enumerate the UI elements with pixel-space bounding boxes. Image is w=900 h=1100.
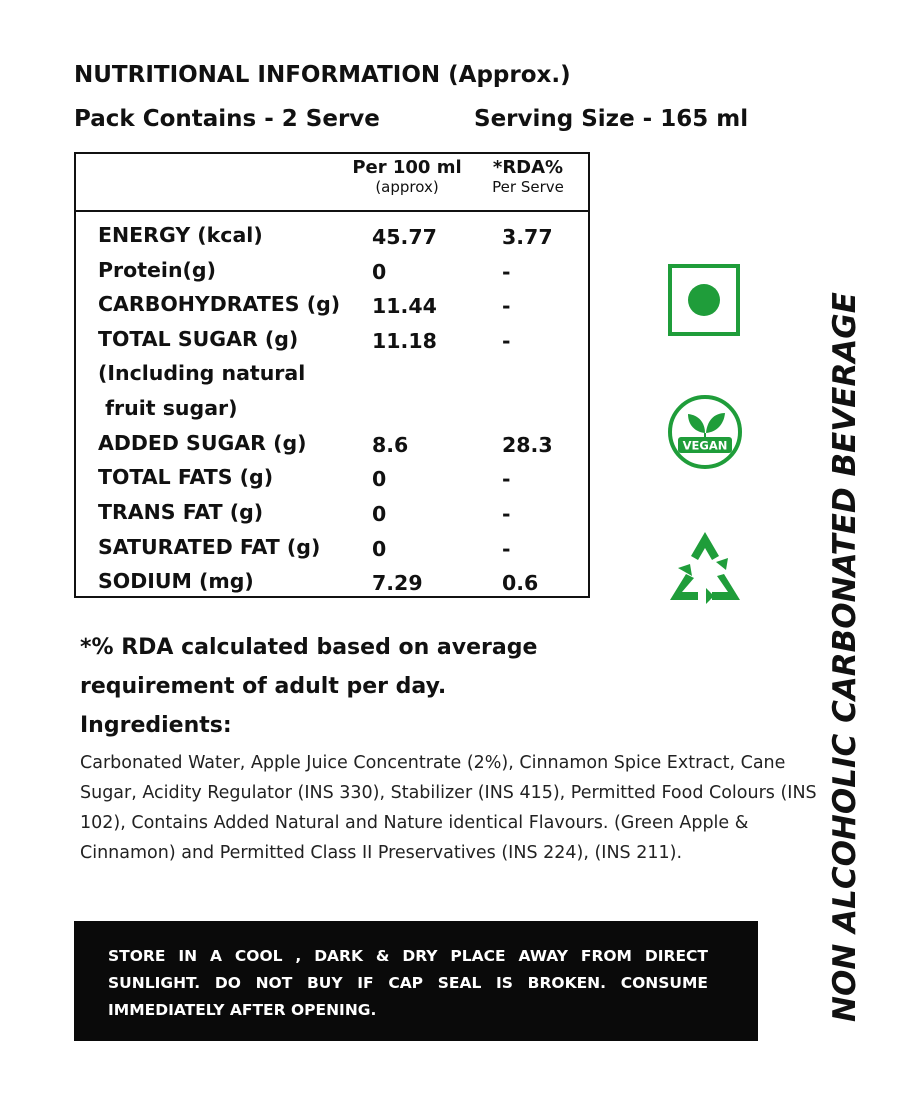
veg-mark-icon <box>668 264 740 336</box>
storage-instructions-box <box>74 921 758 1041</box>
nutrient-name: SATURATED FAT (g) <box>98 534 321 559</box>
nutrient-rda: 28.3 <box>502 432 553 457</box>
nutrient-name: TOTAL SUGAR (g) (Including natural fruit sugar) <box>98 326 306 420</box>
nutrient-rda: - <box>502 328 511 353</box>
vegan-icon <box>666 393 744 471</box>
nutrient-name: SODIUM (mg) <box>98 569 254 594</box>
nutrient-name: CARBOHYDRATES (g) <box>98 292 341 317</box>
table-row <box>76 495 588 530</box>
nutrient-name: TRANS FAT (g) <box>98 499 264 524</box>
recycle-icon <box>664 528 746 604</box>
table-row <box>76 218 588 253</box>
table-row <box>76 426 588 461</box>
veg-mark-dot <box>688 284 720 316</box>
column-per-100ml-sub: (approx) <box>375 178 439 196</box>
table-row <box>76 564 588 599</box>
nutrient-name: Protein(g) <box>98 257 216 282</box>
nutrient-name: ENERGY (kcal) <box>98 223 263 247</box>
side-label-wrap <box>821 280 869 1034</box>
nutrient-value: 7.29 <box>372 571 423 596</box>
nutrition-table <box>74 152 590 598</box>
nutrition-table-header <box>76 154 588 212</box>
table-row <box>76 460 588 495</box>
serving-size: Serving Size - 165 ml <box>474 106 749 132</box>
nutrition-rows <box>76 218 588 599</box>
rda-note: *% RDA calculated based on average requirement of adult per day. <box>80 635 538 699</box>
column-rda-label: *RDA% <box>492 157 564 178</box>
table-row <box>76 530 588 565</box>
side-label: NON ALCOHOLIC CARBONATED BEVERAGE <box>827 292 863 1022</box>
nutrient-rda: 3.77 <box>502 225 553 249</box>
table-row <box>76 253 588 288</box>
nutrient-value: 0 <box>372 259 387 284</box>
nutrient-value: 11.18 <box>372 328 437 353</box>
vegan-icon-label: VEGAN <box>682 438 728 453</box>
nutrient-value: 8.6 <box>372 432 409 457</box>
nutrient-rda: 0.6 <box>502 571 539 596</box>
nutrient-value: 11.44 <box>372 294 437 319</box>
nutrient-value: 0 <box>372 467 387 492</box>
nutrient-name: ADDED SUGAR (g) <box>98 430 307 455</box>
nutrient-value: 0 <box>372 501 387 526</box>
column-per-100ml-label: Per 100 ml <box>352 157 462 178</box>
nutrient-value: 0 <box>372 536 387 561</box>
table-row <box>76 322 588 426</box>
column-rda <box>476 158 580 196</box>
column-per-100ml <box>344 158 470 196</box>
table-row <box>76 287 588 322</box>
nutrient-rda: - <box>502 259 511 284</box>
ingredients-text: Carbonated Water, Apple Juice Concentrate (2%), Cinnamon Spice Extract, Cane Sugar, Acidity Regulator (INS 330), Stabilizer (INS 415), Permitted Food Colours (INS 102), Contains Added Natural and Nature identical Flavours. (Green Apple & Cinnamon) and Permitted Class II Preservatives (INS 224), (INS 211). <box>80 753 817 863</box>
nutrient-rda: - <box>502 536 511 561</box>
column-rda-sub: Per Serve <box>492 178 564 196</box>
nutrient-rda: - <box>502 467 511 492</box>
storage-instructions: STORE IN A COOL , DARK & DRY PLACE AWAY FROM DIRECT SUNLIGHT. DO NOT BUY IF CAP SEAL IS BROKEN. CONSUME IMMEDIATELY AFTER OPENING. <box>108 947 708 1019</box>
nutrient-name: TOTAL FATS (g) <box>98 465 274 490</box>
nutrient-rda: - <box>502 294 511 319</box>
nutrient-value: 45.77 <box>372 225 437 249</box>
ingredients-heading: Ingredients: <box>80 713 232 738</box>
nutrient-rda: - <box>502 501 511 526</box>
page-title: NUTRITIONAL INFORMATION (Approx.) <box>74 62 571 88</box>
pack-contains: Pack Contains - 2 Serve <box>74 106 380 132</box>
